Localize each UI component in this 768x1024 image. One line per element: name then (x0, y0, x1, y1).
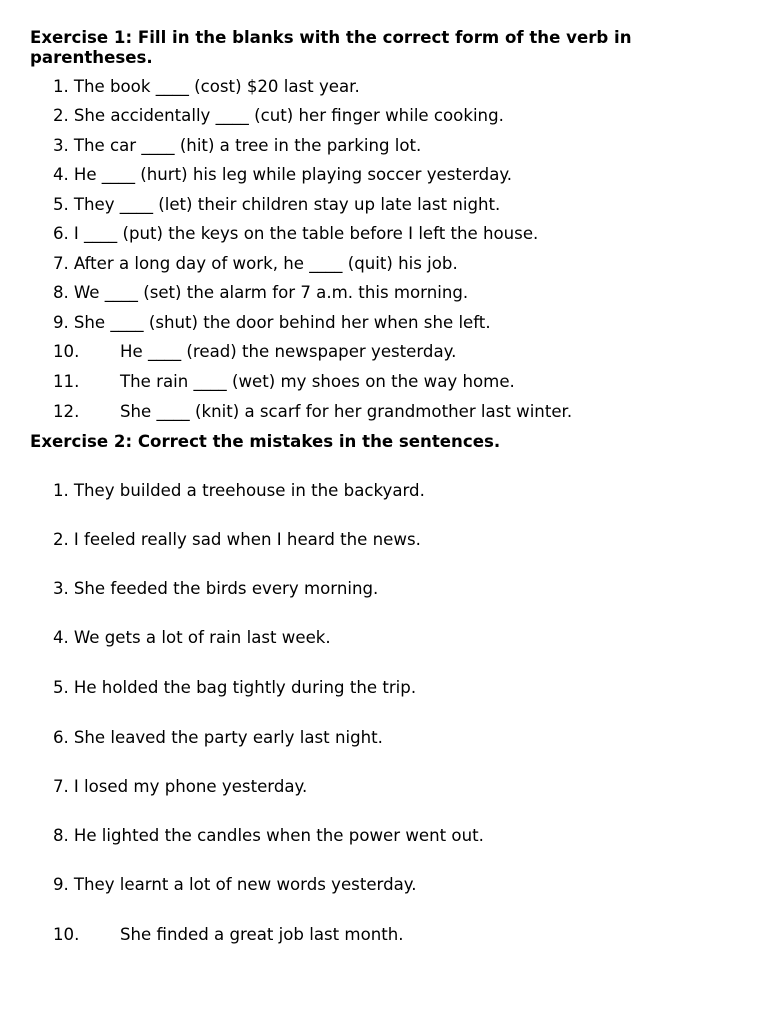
item-number: 2. (53, 106, 69, 125)
item-text: The car ____ (hit) a tree in the parking lot. (73, 136, 422, 155)
exercise-2-item (53, 875, 417, 895)
exercise-1-item (53, 136, 421, 156)
exercise-1-item (53, 342, 456, 362)
item-number: 12. (53, 402, 80, 421)
item-number: 1. (53, 481, 69, 500)
item-number: 3. (53, 136, 69, 155)
item-number: 8. (53, 826, 69, 845)
item-text: I feeled really sad when I heard the news. (73, 530, 421, 549)
item-text: We ____ (set) the alarm for 7 a.m. this morning. (73, 283, 469, 302)
exercise-1-item (53, 402, 572, 422)
item-number: 7. (53, 777, 69, 796)
item-number: 5. (53, 678, 69, 697)
exercise-2-item (53, 777, 307, 797)
exercise-1-heading: Exercise 1: Fill in the blanks with the correct form of the verb in parentheses. (30, 28, 632, 67)
item-number: 6. (53, 224, 69, 243)
item-text: He holded the bag tightly during the trip. (73, 678, 417, 697)
item-text: She finded a great job last month. (120, 925, 404, 944)
item-text: He ____ (hurt) his leg while playing soccer yesterday. (73, 165, 513, 184)
exercise-1-item (53, 313, 491, 333)
item-text: They ____ (let) their children stay up late last night. (73, 195, 501, 214)
item-number: 2. (53, 530, 69, 549)
exercise-2-heading: Exercise 2: Correct the mistakes in the sentences. (30, 432, 501, 451)
item-number: 7. (53, 254, 69, 273)
item-text: We gets a lot of rain last week. (73, 628, 331, 647)
exercise-2-item (53, 678, 416, 698)
item-number: 10. (53, 925, 80, 944)
exercise-2-item (53, 728, 383, 748)
item-text: They learnt a lot of new words yesterday. (73, 875, 417, 894)
item-number: 1. (53, 77, 69, 96)
exercise-1-item (53, 254, 458, 274)
item-text: After a long day of work, he ____ (quit) his job. (73, 254, 458, 273)
exercise-2-item (53, 481, 425, 501)
item-text: She accidentally ____ (cut) her finger while cooking. (73, 106, 504, 125)
item-number: 8. (53, 283, 69, 302)
exercise-2-item (53, 579, 378, 599)
item-number: 10. (53, 342, 80, 361)
item-number: 5. (53, 195, 69, 214)
exercise-2-item (53, 628, 331, 648)
item-text: They builded a treehouse in the backyard. (73, 481, 425, 500)
item-number: 6. (53, 728, 69, 747)
exercise-1-item (53, 195, 500, 215)
item-number: 9. (53, 875, 69, 894)
item-text: I ____ (put) the keys on the table before I left the house. (73, 224, 539, 243)
item-text: She leaved the party early last night. (73, 728, 383, 747)
exercise-2-item (53, 530, 421, 550)
item-text: She ____ (shut) the door behind her when she left. (73, 313, 491, 332)
exercise-2-item (53, 925, 404, 945)
item-text: I losed my phone yesterday. (73, 777, 308, 796)
exercise-1-item (53, 106, 504, 126)
item-number: 4. (53, 628, 69, 647)
exercise-1-item (53, 165, 512, 185)
item-text: He ____ (read) the newspaper yesterday. (120, 342, 457, 361)
item-number: 4. (53, 165, 69, 184)
item-text: She feeded the birds every morning. (73, 579, 379, 598)
exercise-1-item (53, 283, 468, 303)
exercise-2-item (53, 826, 484, 846)
item-text: The rain ____ (wet) my shoes on the way home. (120, 372, 515, 391)
item-text: She ____ (knit) a scarf for her grandmother last winter. (120, 402, 573, 421)
exercise-1-item (53, 372, 515, 392)
item-text: The book ____ (cost) $20 last year. (73, 77, 360, 96)
exercise-1-item (53, 224, 538, 244)
item-text: He lighted the candles when the power went out. (73, 826, 484, 845)
exercise-1-item (53, 77, 360, 97)
item-number: 9. (53, 313, 69, 332)
item-number: 3. (53, 579, 69, 598)
item-number: 11. (53, 372, 80, 391)
